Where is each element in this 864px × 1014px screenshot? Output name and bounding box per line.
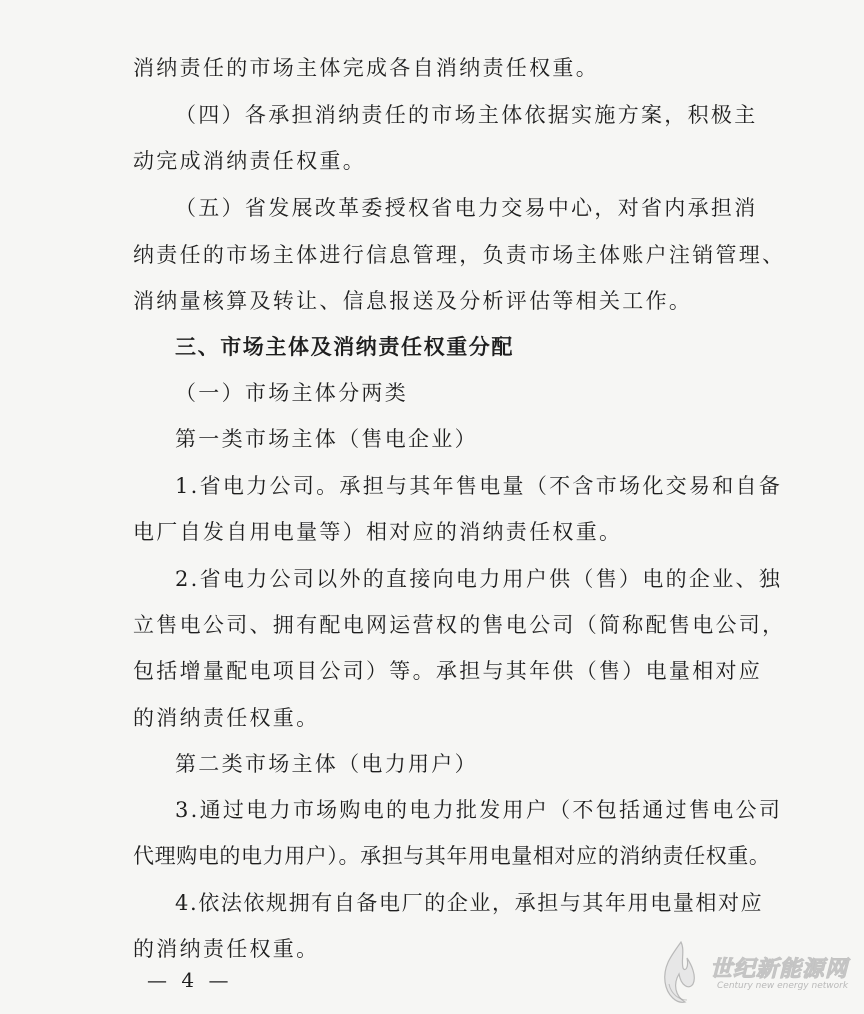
body-line-5: 纳责任的市场主体进行信息管理，负责市场主体账户注销管理、 bbox=[133, 243, 786, 267]
page-number: — 4 — bbox=[147, 968, 233, 992]
sub-heading: （一）市场主体分两类 bbox=[175, 381, 408, 405]
body-line-3: 动完成消纳责任权重。 bbox=[133, 149, 366, 173]
item-2-line-3: 包括增量配电项目公司）等。承担与其年供（售）电量相对应 bbox=[133, 659, 763, 683]
item-1-line-1: 1.省电力公司。承担与其年售电量（不含市场化交易和自备 bbox=[175, 474, 783, 498]
watermark-subtitle: Century new energy network bbox=[717, 981, 849, 991]
item-2-line-4: 的消纳责任权重。 bbox=[133, 706, 320, 730]
item-1-line-2: 电厂自发自用电量等）相对应的消纳责任权重。 bbox=[133, 520, 623, 544]
flame-logo-icon bbox=[655, 938, 707, 1008]
category-heading-1: 第一类市场主体（售电企业） bbox=[175, 427, 478, 451]
watermark bbox=[655, 938, 860, 1008]
body-line-6: 消纳量核算及转让、信息报送及分析评估等相关工作。 bbox=[133, 289, 693, 313]
item-4-line-2: 的消纳责任权重。 bbox=[133, 937, 320, 961]
item-3-line-1: 3.通过电力市场购电的电力批发用户（不包括通过售电公司 bbox=[175, 798, 783, 822]
body-line-1: 消纳责任的市场主体完成各自消纳责任权重。 bbox=[133, 56, 599, 80]
item-4-line-1: 4.依法依规拥有自备电厂的企业，承担与其年用电量相对应 bbox=[175, 891, 764, 915]
item-2-line-1: 2.省电力公司以外的直接向电力用户供（售）电的企业、独 bbox=[175, 567, 783, 591]
item-2-line-2: 立售电公司、拥有配电网运营权的售电公司（简称配售电公司， bbox=[133, 613, 786, 637]
section-heading: 三、市场主体及消纳责任权重分配 bbox=[175, 335, 514, 359]
category-heading-2: 第二类市场主体（电力用户） bbox=[175, 752, 478, 776]
watermark-title: 世纪新能源网 bbox=[710, 957, 849, 982]
body-line-4: （五）省发展改革委授权省电力交易中心，对省内承担消 bbox=[175, 196, 758, 220]
item-3-line-2: 代理购电的电力用户）。承担与其年用电量相对应的消纳责任权重。 bbox=[133, 844, 771, 868]
body-line-2: （四）各承担消纳责任的市场主体依据实施方案，积极主 bbox=[175, 103, 758, 127]
